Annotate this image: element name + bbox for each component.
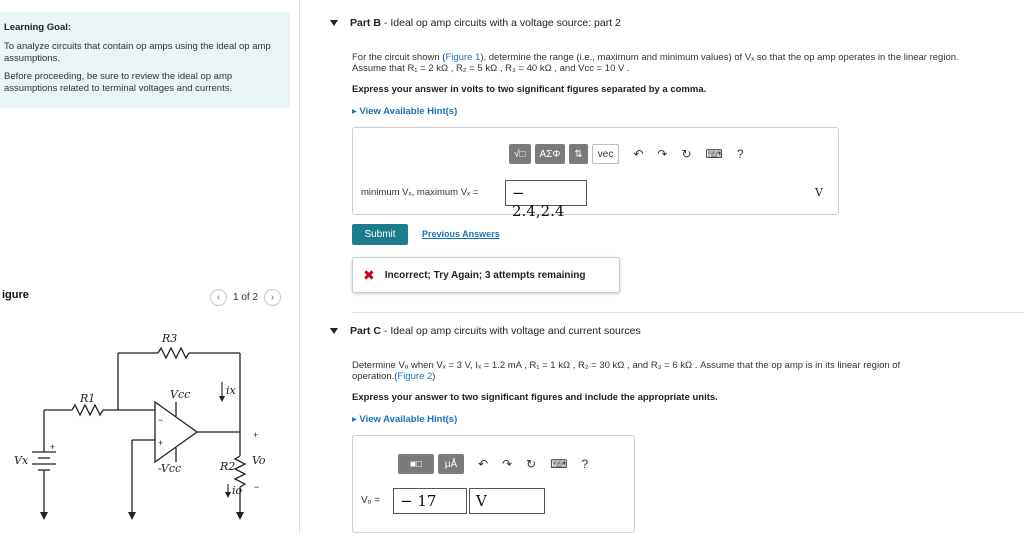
reset-icon[interactable]: ↻ [681,147,692,161]
label-vo: Vo [252,454,266,467]
part-b-answer-label: minimum Vₓ, maximum Vₓ = [361,187,479,198]
figure-2-link[interactable]: Figure 2 [397,371,433,382]
template-button[interactable]: ■□ [398,454,434,474]
part-b-header[interactable] [330,17,621,29]
right-panel [330,0,1024,533]
feedback-box [352,257,620,293]
redo-icon[interactable]: ↷ [657,147,668,161]
learning-goal [0,12,290,108]
collapse-icon[interactable] [330,20,338,26]
part-c-hint-link[interactable]: ▸ View Available Hint(s) [352,414,458,425]
svg-text:+: + [253,430,259,440]
part-c-answer-label: Vₒ = [361,495,381,506]
greek-button[interactable]: ΑΣΦ [535,144,566,164]
part-c-value-input[interactable]: − 17 [393,488,467,514]
part-b-label: Part B [350,17,381,29]
label-vcc-top: Vcc [170,388,191,401]
pager-count: 1 of 2 [233,292,259,303]
vec-button[interactable]: vec [592,144,620,164]
figure-pager [210,289,281,306]
part-b-answer-box [352,127,839,220]
undo-icon[interactable]: ↶ [478,457,489,471]
svg-text:+: + [158,438,164,448]
next-figure-button[interactable]: › [264,289,281,306]
template-button[interactable]: √□ [509,144,531,164]
part-b-hint-link[interactable]: ▸ View Available Hint(s) [352,106,458,117]
feedback-text: Incorrect; Try Again; 3 attempts remaining [384,269,586,281]
panel-divider [299,0,300,533]
svg-text:−: − [254,482,260,492]
part-c-title: - Ideal op amp circuits with voltage and current sources [383,325,641,337]
part-b-answer-input[interactable]: − 2.4,2.4 [505,180,587,206]
label-r2: R2 [220,460,236,473]
goal-heading: Learning Goal: [4,22,72,33]
incorrect-icon: ✖ [363,266,375,283]
label-io: io [232,484,243,497]
redo-icon[interactable]: ↷ [502,457,513,471]
part-b-question: For the circuit shown (Figure 1), determine the range (i.e., maximum and minimum values) of Vₓ so that the op amp operates in the linear region. Assume that R₁ = 2 kΩ , R₂ = 5 kΩ , R₃ = 40 kΩ , and Vcc = 10 V . [352,52,959,74]
part-c-question: Determine Vₒ when Vₓ = 3 V, Iₓ = 1.2 mA , R₁ = 1 kΩ , R₂ = 30 kΩ , and R₃ = 6 kΩ . Assume that the op amp is in its linear region of operation.(Figure 2) [352,360,901,382]
part-b-toolbar [509,144,758,164]
previous-answers-link[interactable]: Previous Answers [422,229,500,239]
keyboard-icon[interactable]: ⌨ [550,457,568,471]
part-c-toolbar [398,454,602,474]
submit-button[interactable]: Submit [352,224,408,245]
part-b-title: - Ideal op amp circuits with a voltage source: part 2 [383,17,621,29]
prev-figure-button[interactable]: ‹ [210,289,227,306]
circuit-diagram [0,322,290,533]
part-c-instruction: Express your answer to two significant figures and include the appropriate units. [352,392,718,403]
part-c-answer-box [352,435,635,533]
units-button[interactable]: μÅ [438,454,464,474]
svg-text:−: − [158,415,164,425]
svg-text:+: + [50,442,56,452]
part-c-unit-input[interactable]: V [469,488,545,514]
goal-text: To analyze circuits that contain op amps using the ideal op amp assumptions. [4,41,271,64]
help-icon[interactable]: ? [581,457,589,471]
figure-1-link[interactable]: Figure 1 [445,52,481,63]
help-icon[interactable]: ? [736,147,744,161]
label-r3: R3 [162,332,178,345]
part-c-label: Part C [350,325,381,337]
goal-review: Before proceeding, be sure to review the ideal op amp assumptions related to terminal voltages and currents. [4,71,233,94]
part-c-header[interactable] [330,325,641,337]
part-b-instruction: Express your answer in volts to two significant figures separated by a comma. [352,84,707,95]
label-ix: ix [226,384,236,397]
label-vcc-bot: -Vcc [158,462,182,475]
arrows-button[interactable]: ⇅ [569,144,587,164]
section-separator [352,312,1024,313]
label-r1: R1 [80,392,96,405]
reset-icon[interactable]: ↻ [526,457,537,471]
figure-title: igure [2,289,29,301]
part-b-unit: V [815,186,823,199]
label-vx: Vx [14,454,29,467]
collapse-icon[interactable] [330,328,338,334]
keyboard-icon[interactable]: ⌨ [705,147,723,161]
left-panel [0,0,300,533]
undo-icon[interactable]: ↶ [633,147,644,161]
